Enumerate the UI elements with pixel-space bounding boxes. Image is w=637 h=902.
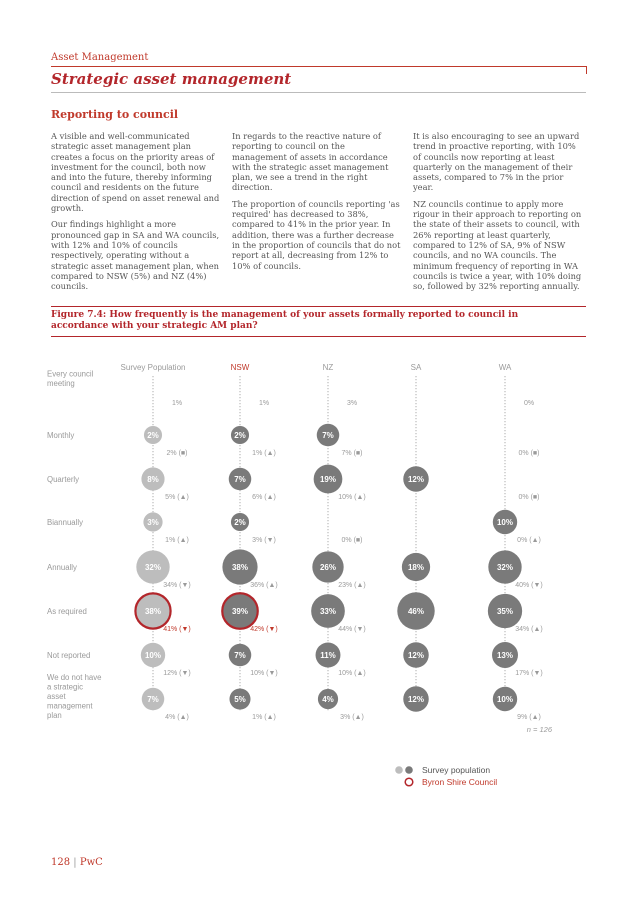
- bubble-value-label: 7%: [234, 475, 246, 484]
- bubble-value-label: 12%: [407, 651, 425, 660]
- row-label: Annually: [47, 563, 77, 572]
- prior-year-label: 10% (▼): [250, 670, 278, 677]
- paragraph: Our findings highlight a more pronounced gap in SA and WA councils, with 12% and 10% of councils respectively, operating without a strategic asset management plan, when compared to NSW (5%) and NZ (4%) councils.: [51, 219, 220, 292]
- prior-year-label: 3%: [346, 400, 358, 407]
- figure-rule-top: [51, 306, 586, 307]
- bubble-value-label: 5%: [234, 695, 246, 704]
- bubble-value-label: 19%: [319, 475, 337, 484]
- prior-year-label: 3% (▲): [340, 714, 364, 721]
- page-number: 128: [51, 857, 71, 868]
- prior-year-label: 9% (▲): [517, 714, 541, 721]
- sample-size: n = 126: [526, 725, 552, 734]
- bubble-value-label: 2%: [234, 518, 246, 527]
- figure-title: Figure 7.4: How frequently is the management of your assets formally reported to council in accordance with your strategic AM plan?: [51, 310, 519, 331]
- bubble-value-label: 18%: [407, 563, 425, 572]
- prior-year-label: 4% (▲): [165, 714, 189, 721]
- paragraph: In regards to the reactive nature of reporting to council on the management of assets in accordance with the strategic asset management plan, we see a trend in the right direction.: [232, 131, 389, 193]
- prior-year-label: 5% (▲): [165, 494, 189, 501]
- bubble-value-label: 8%: [147, 475, 159, 484]
- row-label: Not reported: [47, 651, 91, 660]
- prior-year-label: 3% (▼): [252, 537, 276, 544]
- paragraph: A visible and well-communicated strategic asset management plan creates a focus on the priority areas of investment for the council, both now and into the future, thereby informing council and residents on the future direction of spend on asset renewal and growth.: [51, 131, 220, 214]
- prior-year-label: 41% (▼): [163, 626, 191, 633]
- column-header: Survey Population: [120, 363, 186, 372]
- bubble-value-label: 4%: [322, 695, 334, 704]
- legend-survey-swatch: [395, 766, 403, 774]
- page-title: Strategic asset management: [51, 70, 292, 88]
- footer-org: PwC: [79, 857, 103, 868]
- legend-highlight-swatch: [405, 778, 413, 786]
- prior-year-label: 34% (▲): [515, 626, 543, 633]
- prior-year-label: 7% (■): [341, 450, 363, 457]
- prior-year-label: 34% (▼): [163, 582, 191, 589]
- prior-year-label: 1% (▲): [165, 537, 189, 544]
- row-label: Quarterly: [47, 475, 80, 484]
- bubble-value-label: 10%: [496, 518, 514, 527]
- row-label: We do not have a strategic asset management plan: [47, 673, 102, 720]
- prior-year-label: 0% (▲): [517, 537, 541, 544]
- bubble-value-label: 38%: [144, 607, 162, 616]
- prior-year-label: 2% (■): [166, 450, 188, 457]
- bubble-value-label: 32%: [496, 563, 514, 572]
- bubble-value-label: 12%: [407, 475, 425, 484]
- legend-highlight-label: Byron Shire Council: [422, 777, 498, 787]
- bubble-value-label: 10%: [144, 651, 162, 660]
- prior-year-label: 17% (▼): [515, 670, 543, 677]
- section-label: Asset Management: [51, 52, 149, 63]
- row-label: Monthly: [47, 431, 75, 440]
- header-rule: [51, 66, 586, 67]
- column-header: WA: [498, 363, 512, 372]
- bubble-value-label: 2%: [147, 431, 159, 440]
- row-label: As required: [47, 607, 87, 616]
- bubble-value-label: 13%: [496, 651, 514, 660]
- figure-rule-bottom: [51, 336, 586, 337]
- prior-year-label: 1% (▲): [252, 714, 276, 721]
- prior-year-label: 0% (■): [341, 537, 363, 544]
- prior-year-label: 1%: [171, 400, 183, 407]
- prior-year-label: 0%: [523, 400, 535, 407]
- prior-year-label: 1%: [258, 400, 270, 407]
- prior-year-label: 0% (■): [518, 494, 540, 501]
- paragraph: NZ councils continue to apply more rigour in their approach to reporting on the state of their assets to council, with 26% reporting at least quarterly, compared to 12% of SA, 9% of NSW councils, and no WA councils. The minimum frequency of reporting in WA councils is twice a year, with 10% doing so, followed by 32% reporting annually.: [413, 198, 582, 292]
- legend-survey-label: Survey population: [422, 765, 491, 775]
- prior-year-label: 6% (▲): [252, 494, 276, 501]
- bubble-value-label: 7%: [147, 695, 159, 704]
- body-column-1: [51, 131, 220, 297]
- bubble-chart: [0, 350, 637, 800]
- prior-year-label: 40% (▼): [515, 582, 543, 589]
- bubble-value-label: 11%: [320, 651, 336, 660]
- bubble-value-label: 7%: [322, 431, 334, 440]
- paragraph: It is also encouraging to see an upward trend in proactive reporting, with 10% of councils now reporting at least quarterly on the management of their assets, compared to 7% in the prior year.: [413, 131, 580, 193]
- row-label: Biannually: [47, 518, 83, 527]
- bubble-value-label: 3%: [147, 518, 159, 527]
- bubble-value-label: 46%: [407, 607, 425, 616]
- column-header: NZ: [322, 363, 334, 372]
- bubble-value-label: 35%: [496, 607, 514, 616]
- paragraph: The proportion of councils reporting 'as required' has decreased to 38%, compared to 41% in the prior year. In addition, there was a further decrease in the proportion of councils that do not report at all, decreasing from 12% to 10% of councils.: [232, 198, 401, 271]
- prior-year-label: 36% (▲): [250, 582, 278, 589]
- bubble-value-label: 10%: [496, 695, 514, 704]
- body-column-2: [232, 131, 401, 277]
- footer-separator: |: [73, 857, 77, 868]
- title-rule: [51, 92, 586, 93]
- bubble-value-label: 2%: [234, 431, 246, 440]
- header-rule-tick: [586, 66, 587, 74]
- bubble-value-label: 12%: [407, 695, 425, 704]
- bubble-value-label: 26%: [319, 563, 337, 572]
- row-label: Every council meeting: [47, 369, 94, 388]
- prior-year-label: 44% (▼): [338, 626, 366, 633]
- bubble-value-label: 7%: [234, 651, 246, 660]
- prior-year-label: 10% (▲): [338, 494, 366, 501]
- prior-year-label: 42% (▼): [250, 626, 278, 633]
- legend-region-swatch: [405, 766, 413, 774]
- column-header: NSW: [230, 363, 250, 372]
- bubble-value-label: 39%: [231, 607, 249, 616]
- prior-year-label: 1% (▲): [252, 450, 276, 457]
- bubble-value-label: 32%: [144, 563, 162, 572]
- prior-year-label: 12% (▼): [163, 670, 191, 677]
- section-subtitle: Reporting to council: [51, 108, 179, 121]
- body-column-3: [413, 131, 582, 297]
- bubble-value-label: 33%: [319, 607, 337, 616]
- bubble-value-label: 38%: [231, 563, 249, 572]
- column-header: SA: [410, 363, 422, 372]
- prior-year-label: 23% (▲): [338, 582, 366, 589]
- page-footer: [51, 857, 103, 868]
- prior-year-label: 10% (▲): [338, 670, 366, 677]
- prior-year-label: 0% (■): [518, 450, 540, 457]
